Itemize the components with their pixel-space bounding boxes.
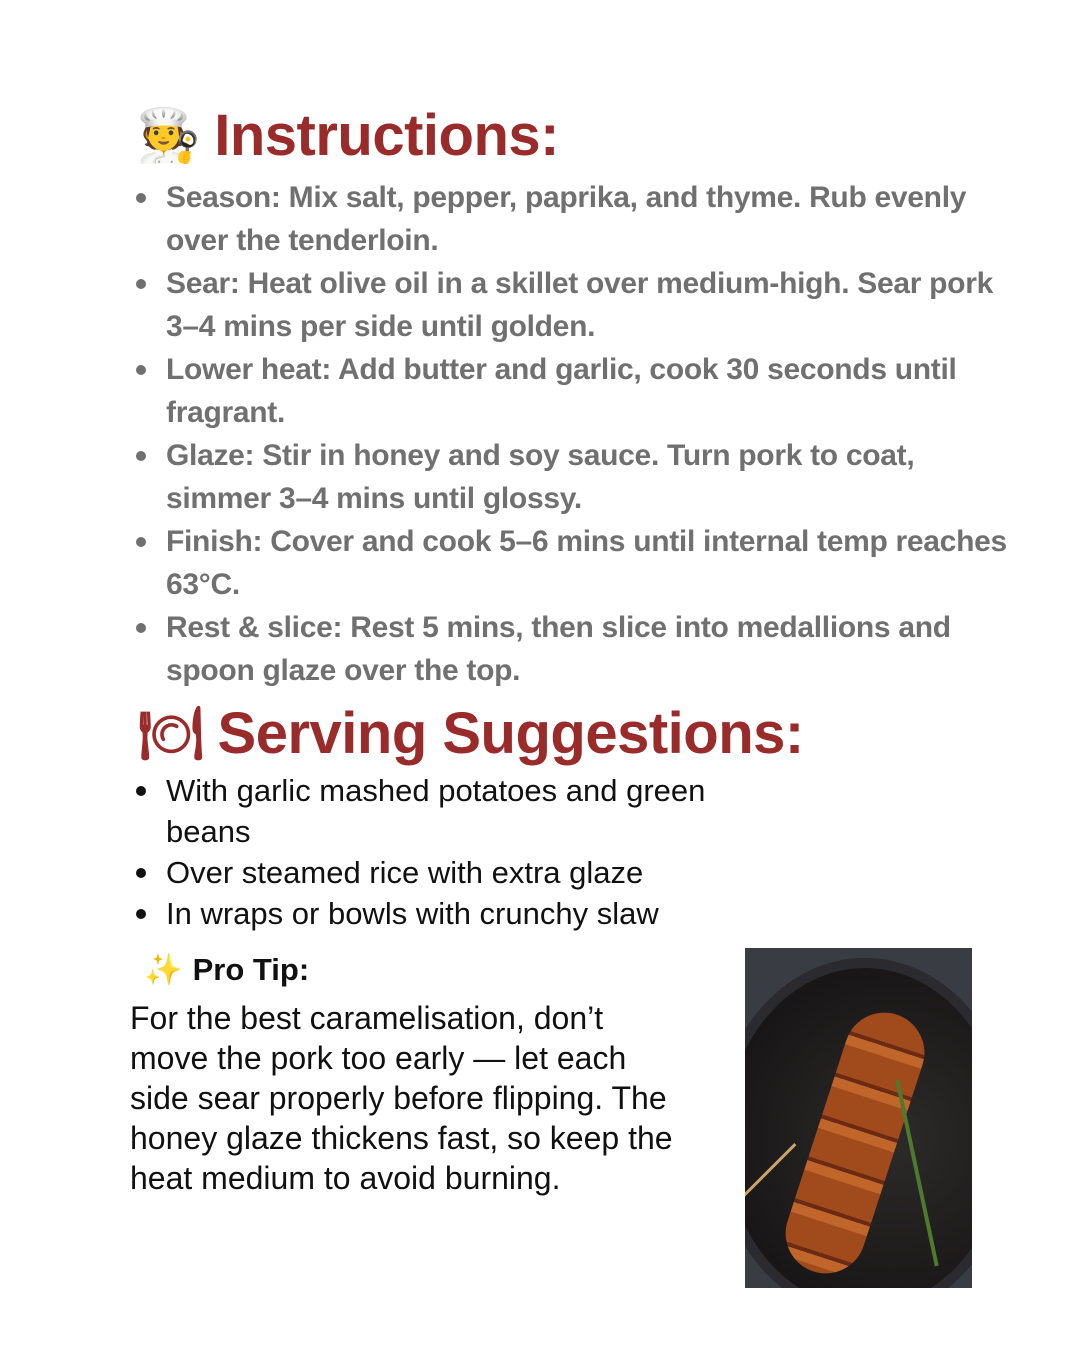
item-text: With garlic mashed potatoes and green beans — [166, 773, 706, 849]
item-text: Glaze: Stir in honey and soy sauce. Turn pork to coat, simmer 3–4 mins until glossy. — [166, 439, 915, 515]
list-item — [130, 176, 1020, 262]
list-item — [130, 262, 1020, 348]
serving-heading — [138, 698, 1030, 770]
serving-list — [130, 770, 770, 934]
bullet-icon — [136, 909, 146, 919]
item-text: Over steamed rice with extra glaze — [166, 855, 644, 890]
bullet-icon — [136, 279, 146, 289]
bullet-icon — [136, 537, 146, 547]
bullet-icon — [136, 193, 146, 203]
bullet-icon — [136, 365, 146, 375]
chef-icon: 🧑‍🍳 — [136, 106, 201, 166]
item-text: In wraps or bowls with crunchy slaw — [166, 896, 659, 931]
list-item — [130, 606, 1020, 692]
pro-tip-text: For the best caramelisation, don’t move the pork too early — let each side sear properly before flipping. The honey glaze thickens fast, so keep the heat medium to avoid burning. — [130, 1000, 673, 1196]
list-item — [130, 770, 770, 852]
serving-title: Serving Suggestions: — [217, 701, 804, 766]
list-item — [130, 520, 1020, 606]
item-text: Lower heat: Add butter and garlic, cook 30 seconds until fragrant. — [166, 353, 957, 429]
sparkles-icon: ✨ — [144, 952, 183, 988]
bullet-icon — [136, 786, 146, 796]
glazed-pork-photo — [745, 948, 972, 1288]
pro-tip-title: Pro Tip: — [192, 952, 310, 987]
instructions-heading — [136, 100, 1030, 172]
item-text: Sear: Heat olive oil in a skillet over medium-high. Sear pork 3–4 mins per side until golden. — [166, 267, 993, 343]
bullet-icon — [136, 868, 146, 878]
recipe-card — [130, 100, 1030, 1198]
plate-icon: 🍽 — [138, 704, 204, 764]
pro-tip-section — [130, 948, 1030, 1198]
list-item — [130, 852, 770, 893]
instructions-title: Instructions: — [214, 103, 559, 168]
item-text: Finish: Cover and cook 5–6 mins until internal temp reaches 63°C. — [166, 525, 1007, 601]
list-item — [130, 434, 1020, 520]
instructions-list — [130, 176, 1020, 692]
list-item — [130, 893, 770, 934]
bullet-icon — [136, 623, 146, 633]
item-text: Rest & slice: Rest 5 mins, then slice into medallions and spoon glaze over the top. — [166, 611, 951, 687]
bullet-icon — [136, 451, 146, 461]
list-item — [130, 348, 1020, 434]
item-text: Season: Mix salt, pepper, paprika, and thyme. Rub evenly over the tenderloin. — [166, 181, 967, 257]
